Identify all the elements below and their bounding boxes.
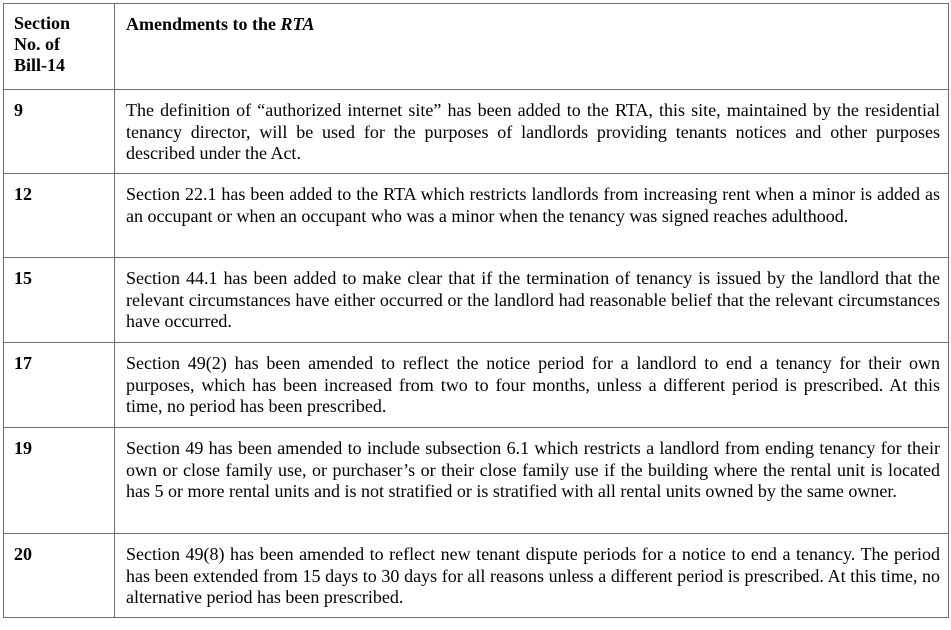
amendment-text: Section 22.1 has been added to the RTA which restricts landlords from increasing rent when a minor is added as an occupant or when an occupant who was a minor when the tenancy was signed reaches adulthood. (115, 174, 949, 258)
amendment-text: The definition of “authorized internet site” has been added to the RTA, this site, maintained by the residential tenancy director, will be used for the purposes of landlords providing tenants notices and other purposes described under the Act. (115, 90, 949, 174)
table-row (4, 428, 949, 534)
section-number: 19 (4, 428, 115, 534)
amendment-text: Section 49(8) has been amended to reflect new tenant dispute periods for a notice to end a tenancy. The period has been extended from 15 days to 30 days for all reasons unless a different period is prescribed. At this time, no alternative period has been prescribed. (115, 534, 949, 618)
section-number: 17 (4, 343, 115, 428)
header-amendments (115, 4, 949, 90)
amendment-text: Section 49 has been amended to include subsection 6.1 which restricts a landlord from ending tenancy for their own or close family use, or purchaser’s or their close family use if the building where the rental unit is located has 5 or more rental units and is not stratified or is stratified with all rental units owned by the same owner. (115, 428, 949, 534)
amendment-text: Section 49(2) has been amended to reflect the notice period for a landlord to end a tenancy for their own purposes, which has been increased from two to four months, unless a different period is prescribed. At this time, no period has been prescribed. (115, 343, 949, 428)
table-row (4, 534, 949, 618)
section-number: 9 (4, 90, 115, 174)
header-section-line3: Bill-14 (14, 55, 66, 75)
table-row (4, 174, 949, 258)
header-amend-prefix: Amendments to the (126, 14, 281, 34)
header-amend-italic: RTA (280, 14, 315, 34)
amendments-table (3, 3, 949, 618)
header-section-line2: No. of (14, 34, 60, 54)
table-row (4, 258, 949, 343)
table-header-row (4, 4, 949, 90)
section-number: 20 (4, 534, 115, 618)
amendment-text: Section 44.1 has been added to make clear that if the termination of tenancy is issued by the landlord that the relevant circumstances have either occurred or the landlord had reasonable belief that the relevant circumstances have occurred. (115, 258, 949, 343)
table-row (4, 343, 949, 428)
section-number: 15 (4, 258, 115, 343)
section-number: 12 (4, 174, 115, 258)
header-section-line1: Section (14, 13, 70, 33)
header-section-number (4, 4, 115, 90)
table-row (4, 90, 949, 174)
